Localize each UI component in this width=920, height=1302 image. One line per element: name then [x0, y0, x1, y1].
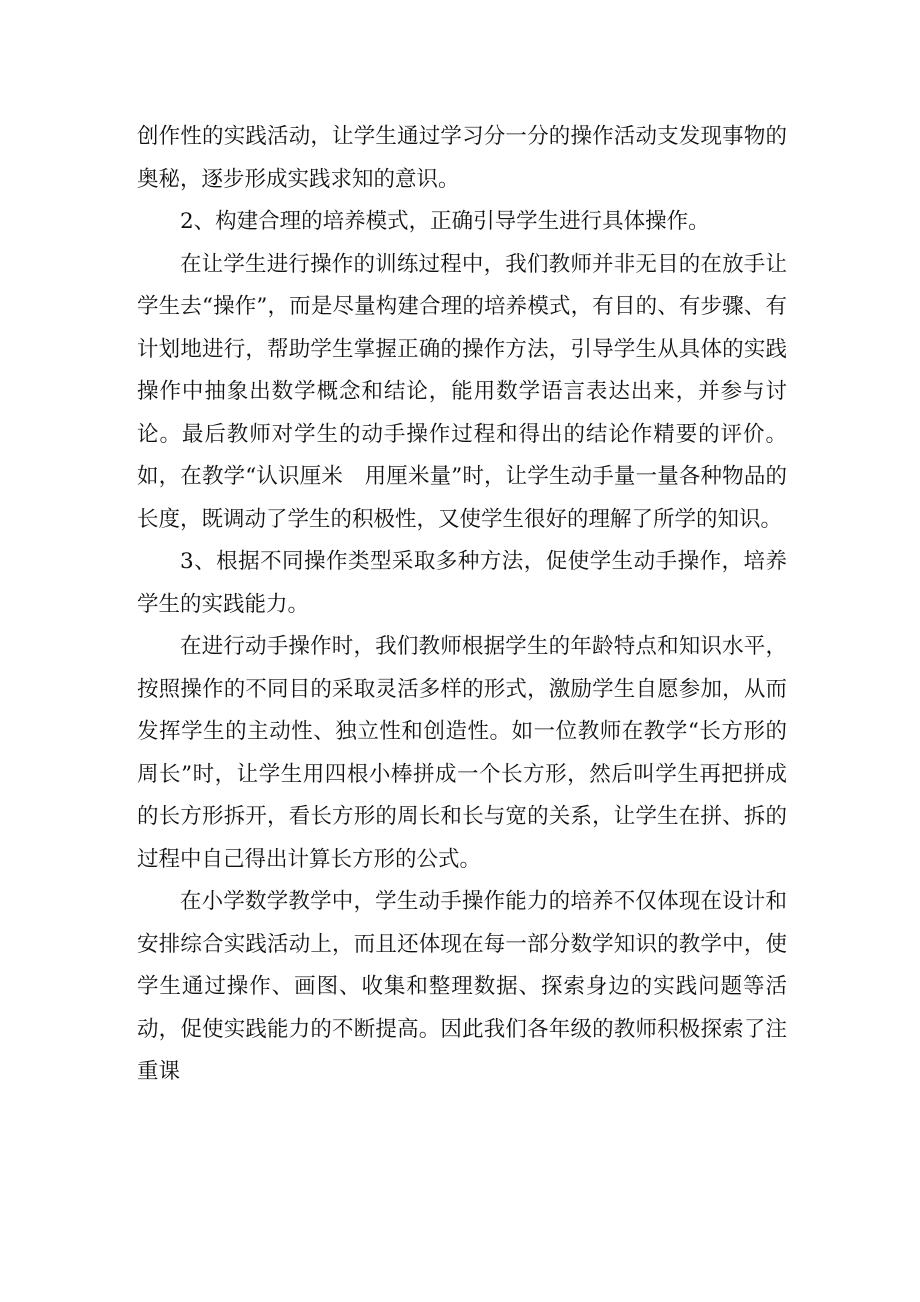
paragraph-primary-math-teaching: 在小学数学教学中，学生动手操作能力的培养不仅体现在设计和安排综合实践活动上，而且还体现在每一部分数学知识的教学中，使学生通过操作、画图、收集和整理数据、探索身边的实践问题等活动，促使实践能力的不断提高。因此我们各年级的教师积极探索了注重课	[137, 889, 787, 1084]
paragraph-hands-on-operation: 在进行动手操作时，我们教师根据学生的年龄特点和知识水平，按照操作的不同目的采取灵活多样的形式，激励学生自愿参加，从而发挥学生的主动性、独立性和创造性。如一位教师在教学“长方形的周长”时，让学生用四根小棒拼成一个长方形，然后叫学生再把拼成的长方形拆开，看长方形的周长和长与宽的关系，让学生在拼、拆的过程中自己得出计算长方形的公式。	[137, 634, 787, 872]
section-heading-2: 2、构建合理的培养模式，正确引导学生进行具体操作。	[180, 209, 710, 234]
section-heading-3: 3、根据不同操作类型采取多种方法，促使学生动手操作，培养学生的实践能力。	[137, 549, 787, 617]
paragraph-continuation: 创作性的实践活动，让学生通过学习分一分的操作活动支发现事物的奥秘，逐步形成实践求知的意识。	[137, 124, 787, 192]
document-body	[137, 116, 787, 1094]
paragraph-operation-training: 在让学生进行操作的训练过程中，我们教师并非无目的在放手让学生去“操作”，而是尽量构建合理的培养模式，有目的、有步骤、有计划地进行，帮助学生掌握正确的操作方法，引导学生从具体的实践操作中抽象出数学概念和结论，能用数学语言表达出来，并参与讨论。最后教师对学生的动手操作过程和得出的结论作精要的评价。如，在教学“认识厘米 用厘米量”时，让学生动手量一量各种物品的长度，既调动了学生的积极性，又使学生很好的理解了所学的知识。	[137, 251, 787, 532]
